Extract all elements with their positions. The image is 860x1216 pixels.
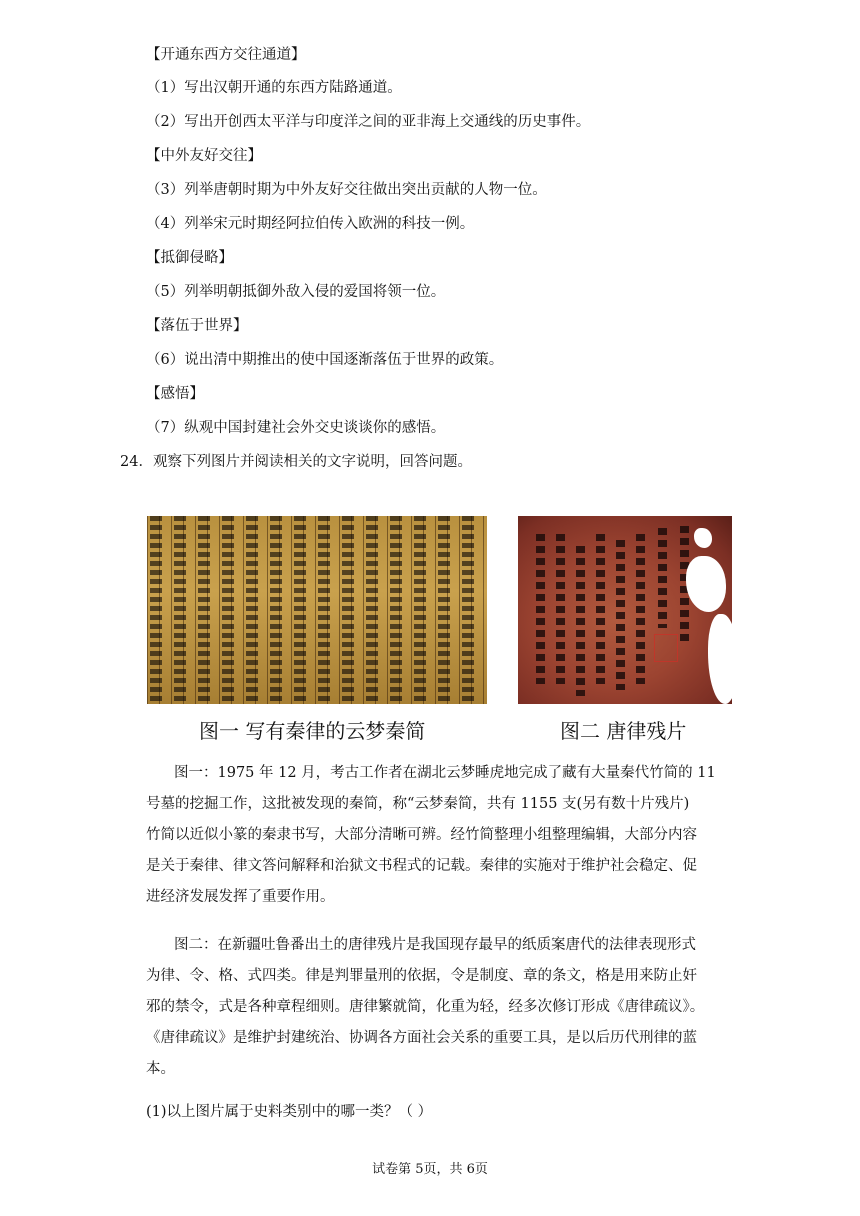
figure-1-caption: 图一 写有秦律的云梦秦简 xyxy=(199,719,426,743)
question-item: （6）说出清中期推出的使中国逐渐落伍于世界的政策。 xyxy=(146,352,504,368)
paragraph-line: 《唐律疏议》是维护封建统治、协调各方面社会关系的重要工具，是以后历代刑律的蓝 xyxy=(146,1030,697,1046)
question-item: （4）列举宋元时期经阿拉伯传入欧洲的科技一例。 xyxy=(146,216,475,232)
tang-law-fragment-image xyxy=(518,516,732,704)
seal-stamp xyxy=(654,634,678,662)
section-heading: 【开通东西方交往通道】 xyxy=(146,47,306,63)
section-heading: 【中外友好交往】 xyxy=(146,148,262,164)
paragraph-line: 是关于秦律、律文答问解释和治狱文书程式的记载。秦律的实施对于维护社会稳定、促 xyxy=(146,858,697,874)
paragraph-line: 号墓的挖掘工作，这批被发现的秦简，称“云梦秦简，共有 1155 支(另有数十片残片) xyxy=(146,796,690,812)
question-item: （5）列举明朝抵御外敌入侵的爱国将领一位。 xyxy=(146,284,446,300)
figure-1-description xyxy=(146,758,718,913)
figure-2-description xyxy=(146,930,718,1085)
question-24-stem: 24．观察下列图片并阅读相关的文字说明，回答问题。 xyxy=(120,454,472,470)
figure-2-caption: 图二 唐律残片 xyxy=(560,719,687,743)
question-item: （1）写出汉朝开通的东西方陆路通道。 xyxy=(146,80,402,96)
question-item: （3）列举唐朝时期为中外友好交往做出突出贡献的人物一位。 xyxy=(146,182,547,198)
bamboo-slips-image xyxy=(147,516,487,704)
question-item: （2）写出开创西太平洋与印度洋之间的亚非海上交通线的历史事件。 xyxy=(146,114,591,130)
section-heading: 【抵御侵略】 xyxy=(146,250,233,266)
paragraph-line: 竹简以近似小篆的秦隶书写，大部分清晰可辨。经竹简整理小组整理编辑，大部分内容 xyxy=(146,827,697,843)
sub-question-1: (1)以上图片属于史料类别中的哪一类？（ ） xyxy=(146,1104,433,1120)
paragraph-line: 图二：在新疆吐鲁番出土的唐律残片是我国现存最早的纸质案唐代的法律表现形式 xyxy=(174,937,696,953)
paragraph-line: 邪的禁令，式是各种章程细则。唐律繁就简，化重为轻，经多次修订形成《唐律疏议》。 xyxy=(146,999,705,1015)
paragraph-line: 图一：1975 年 12 月，考古工作者在湖北云梦睡虎地完成了藏有大量秦代竹简的 11 xyxy=(174,765,716,781)
paragraph-line: 进经济发展发挥了重要作用。 xyxy=(146,889,335,905)
figures-row xyxy=(147,516,733,706)
section-heading: 【感悟】 xyxy=(146,386,204,402)
paragraph-line: 本。 xyxy=(146,1061,175,1077)
question-item: （7）纵观中国封建社会外交史谈谈你的感悟。 xyxy=(146,420,446,436)
paragraph-line: 为律、令、格、式四类。律是判罪量刑的依据，令是制度、章的条文，格是用来防止奸 xyxy=(146,968,697,984)
section-heading: 【落伍于世界】 xyxy=(146,318,248,334)
page-footer: 试卷第 5页，共 6页 xyxy=(372,1162,488,1177)
